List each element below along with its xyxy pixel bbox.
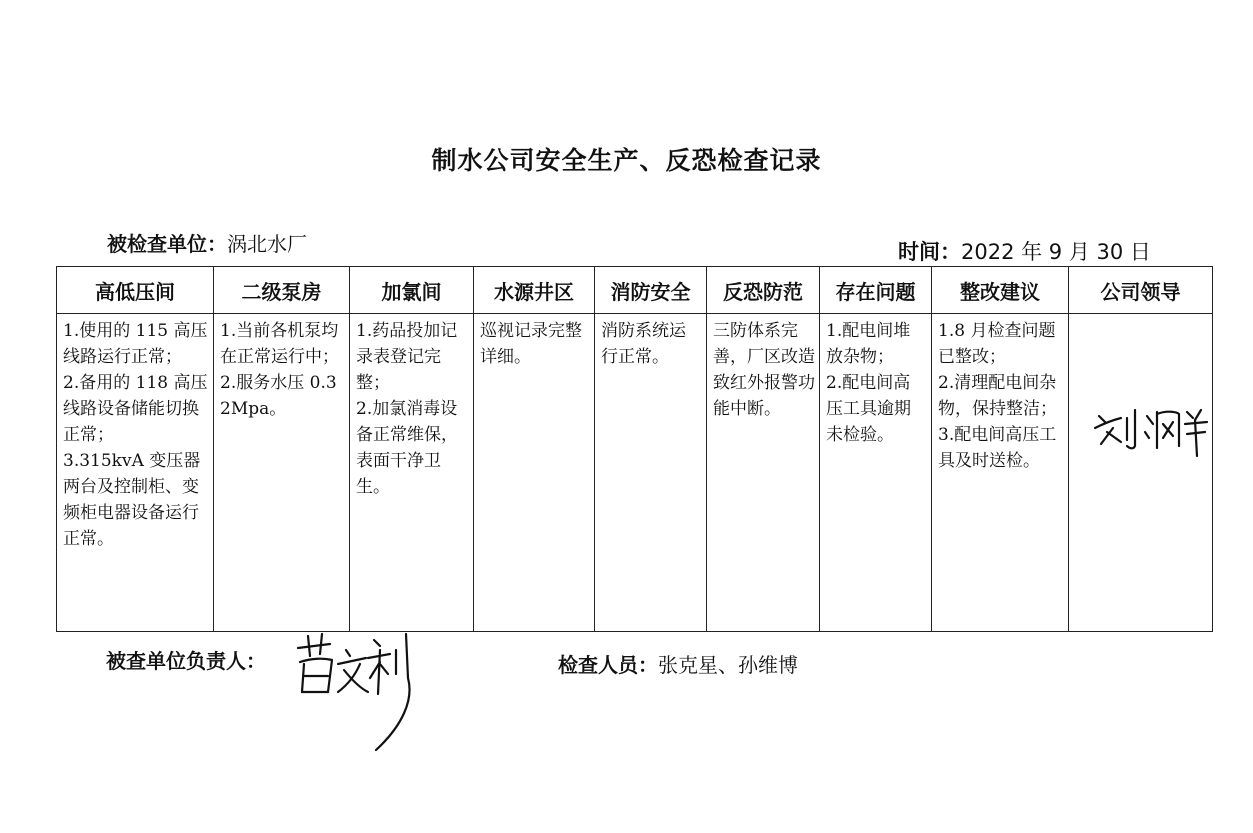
inspected-unit-label: 被检查单位： [107,232,227,256]
cell-line: 三防体系完善，厂区改造致红外报警功能中断。 [713,321,815,419]
header-cell: 加氯间 [350,267,474,314]
cell-line: 1.配电间堆放杂物； [826,321,911,367]
header-cell: 存在问题 [820,267,932,314]
header-cell: 消防安全 [595,267,707,314]
cell-secondary-pump-room [214,314,350,632]
cell-issues [820,314,932,632]
cell-line: 2.清理配电间杂物，保持整洁； [938,373,1057,419]
header-cell: 公司领导 [1069,267,1213,314]
cell-line: 2.加氯消毒设备正常维保，表面干净卫生。 [356,399,458,497]
cell-water-well-area [474,314,595,632]
header-cell: 高低压间 [57,267,214,314]
date-value: 2022 年 9 月 30 日 [961,240,1151,264]
cell-anti-terrorism [707,314,820,632]
cell-line: 消防系统运行正常。 [601,321,686,367]
header-cell: 二级泵房 [214,267,350,314]
date-label: 时间： [898,240,961,264]
cell-line: 巡视记录完整详细。 [480,321,582,367]
cell-line: 1.使用的 115 高压线路运行正常； [63,321,208,367]
header-cell: 水源井区 [474,267,595,314]
header-cell: 整改建议 [932,267,1069,314]
responsible-signature [292,630,432,755]
leader-signature [1091,402,1221,462]
cell-high-low-voltage [57,314,214,632]
cell-line: 2.配电间高压工具逾期未检验。 [826,373,911,445]
cell-company-leader [1069,314,1213,632]
content-row [57,314,1213,632]
inspected-unit [107,228,307,257]
header-cell: 反恐防范 [707,267,820,314]
cell-line: 2.备用的 118 高压线路设备储能切换正常； [63,373,208,445]
inspectors-label: 检查人员： [558,653,658,677]
cell-line: 3.配电间高压工具及时送检。 [938,425,1057,471]
cell-chlorination-room [350,314,474,632]
inspection-table [56,266,1213,632]
document-title: 制水公司安全生产、反恐检查记录 [431,146,822,175]
cell-line: 3.315kvA 变压器两台及控制柜、变频柜电器设备运行正常。 [63,451,201,549]
inspection-date [898,236,1151,266]
cell-line: 1.8 月检查问题已整改； [938,321,1056,367]
inspected-unit-value: 涡北水厂 [227,232,307,256]
cell-line: 1.当前各机泵均在正常运行中； [220,321,339,367]
cell-line: 2.服务水压 0.32Mpa。 [220,373,337,419]
inspectors-value: 张克星、孙维博 [658,653,798,677]
inspectors [558,649,798,678]
cell-suggestions [932,314,1069,632]
responsible-person-label: 被查单位负责人： [106,649,266,673]
cell-line: 1.药品投加记录表登记完整； [356,321,458,393]
header-row [57,267,1213,314]
cell-fire-safety [595,314,707,632]
